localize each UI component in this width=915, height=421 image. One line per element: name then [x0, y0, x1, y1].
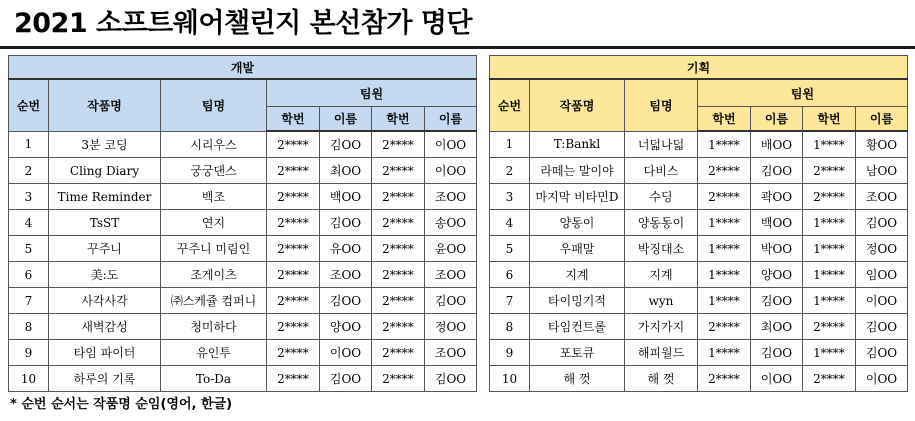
member2-name: 황OO	[856, 131, 908, 158]
work-name: 하루의 기록	[49, 366, 161, 392]
row-number: 5	[490, 236, 530, 262]
member1-id: 2****	[267, 131, 320, 158]
member2-name: 김OO	[856, 340, 908, 366]
row-number: 10	[490, 366, 530, 392]
row-number: 1	[490, 131, 530, 158]
member1-id: 2****	[698, 314, 751, 340]
table-row	[490, 366, 908, 392]
member2-id: 2****	[803, 184, 856, 210]
member1-name: 김OO	[751, 340, 803, 366]
work-name: 우패말	[530, 236, 625, 262]
member1-id: 2****	[267, 184, 320, 210]
row-number: 7	[490, 288, 530, 314]
member2-name: 남OO	[856, 158, 908, 184]
work-name: 타임컨트롤	[530, 314, 625, 340]
work-name: 새벽감성	[49, 314, 161, 340]
work-name: T:Bankl	[530, 131, 625, 158]
member1-name: 김OO	[320, 366, 372, 392]
table-row	[490, 158, 908, 184]
member2-id: 2****	[803, 314, 856, 340]
team-name: 백조	[161, 184, 267, 210]
member2-name: 이OO	[425, 158, 477, 184]
member2-id: 1****	[803, 236, 856, 262]
work-name: 양동이	[530, 210, 625, 236]
table-row	[9, 210, 477, 236]
member2-id: 2****	[372, 131, 425, 158]
member2-id: 2****	[372, 210, 425, 236]
member1-name: 양OO	[320, 314, 372, 340]
member1-id: 2****	[267, 210, 320, 236]
work-name: 지계	[530, 262, 625, 288]
col-header-id1: 학번	[267, 107, 320, 132]
col-header-team: 팀명	[161, 79, 267, 131]
table-row	[490, 131, 908, 158]
work-name: 포토큐	[530, 340, 625, 366]
member2-name: 이OO	[425, 131, 477, 158]
team-name: 유인투	[161, 340, 267, 366]
member2-name: 정OO	[425, 314, 477, 340]
col-header-members: 팀원	[267, 79, 477, 107]
member2-name: 김OO	[856, 210, 908, 236]
member1-id: 2****	[698, 184, 751, 210]
member2-id: 1****	[803, 262, 856, 288]
row-number: 5	[9, 236, 49, 262]
member2-id: 2****	[803, 158, 856, 184]
work-name: Cling Diary	[49, 158, 161, 184]
col-header-name2: 이름	[425, 107, 477, 132]
member2-id: 2****	[372, 340, 425, 366]
team-name: 시리우스	[161, 131, 267, 158]
row-number: 3	[490, 184, 530, 210]
table-row	[9, 314, 477, 340]
member1-name: 곽OO	[751, 184, 803, 210]
member2-id: 1****	[803, 210, 856, 236]
col-header-members: 팀원	[698, 79, 908, 107]
member1-name: 이OO	[751, 366, 803, 392]
member1-id: 2****	[267, 236, 320, 262]
team-name: 해피월드	[625, 340, 698, 366]
member2-id: 1****	[803, 131, 856, 158]
member1-id: 2****	[267, 158, 320, 184]
work-name: 3분 코딩	[49, 131, 161, 158]
team-name: 다비스	[625, 158, 698, 184]
team-name: wyn	[625, 288, 698, 314]
table-row	[490, 314, 908, 340]
table-row	[9, 158, 477, 184]
member1-id: 1****	[698, 288, 751, 314]
member2-name: 정OO	[856, 236, 908, 262]
member1-name: 양OO	[751, 262, 803, 288]
page-title: 2021 소프트웨어챌린지 본선참가 명단	[14, 8, 472, 39]
table-row	[9, 262, 477, 288]
col-header-no: 순번	[490, 79, 530, 131]
work-name: 라떼는 말이야	[530, 158, 625, 184]
member2-id: 2****	[372, 288, 425, 314]
member2-name: 김OO	[856, 314, 908, 340]
member1-name: 최OO	[320, 158, 372, 184]
col-header-no: 순번	[9, 79, 49, 131]
work-name: 마지막 비타민D	[530, 184, 625, 210]
dev-roster-table	[8, 55, 477, 392]
member2-id: 2****	[372, 262, 425, 288]
col-header-id2: 학번	[803, 107, 856, 132]
plan-table-body	[490, 131, 908, 392]
member2-id: 2****	[372, 366, 425, 392]
table-row	[490, 210, 908, 236]
team-name: To-Da	[161, 366, 267, 392]
member1-name: 유OO	[320, 236, 372, 262]
team-name: ㈜스케쥴 컴퍼니	[161, 288, 267, 314]
row-number: 10	[9, 366, 49, 392]
member2-name: 이OO	[856, 366, 908, 392]
member1-id: 2****	[698, 158, 751, 184]
member1-name: 김OO	[751, 158, 803, 184]
member2-id: 2****	[372, 158, 425, 184]
section-header-plan: 기획	[490, 56, 908, 80]
member2-name: 김OO	[425, 288, 477, 314]
row-number: 6	[9, 262, 49, 288]
member2-id: 1****	[803, 340, 856, 366]
member2-name: 이OO	[856, 288, 908, 314]
title-underline	[0, 46, 915, 49]
member1-id: 1****	[698, 131, 751, 158]
row-number: 8	[9, 314, 49, 340]
table-row	[490, 262, 908, 288]
col-header-name1: 이름	[320, 107, 372, 132]
row-number: 3	[9, 184, 49, 210]
member1-id: 1****	[698, 262, 751, 288]
member1-id: 1****	[698, 236, 751, 262]
work-name: 꾸주니	[49, 236, 161, 262]
team-name: 너덟나덟	[625, 131, 698, 158]
member2-id: 1****	[803, 288, 856, 314]
table-row	[490, 236, 908, 262]
row-number: 2	[9, 158, 49, 184]
member2-id: 2****	[372, 236, 425, 262]
member1-id: 1****	[698, 210, 751, 236]
team-name: 박징대소	[625, 236, 698, 262]
footnote: * 순번 순서는 작품명 순임(영어, 한글)	[10, 397, 233, 412]
row-number: 6	[490, 262, 530, 288]
table-row	[9, 236, 477, 262]
member1-name: 백OO	[751, 210, 803, 236]
dev-table-body	[9, 131, 477, 392]
table-row	[490, 340, 908, 366]
member2-name: 김OO	[425, 366, 477, 392]
member2-name: 송OO	[425, 210, 477, 236]
member2-id: 2****	[372, 314, 425, 340]
member2-id: 2****	[803, 366, 856, 392]
member1-id: 2****	[267, 366, 320, 392]
member2-name: 조OO	[856, 184, 908, 210]
member2-name: 조OO	[425, 262, 477, 288]
col-header-work: 작품명	[49, 79, 161, 131]
member1-name: 김OO	[751, 288, 803, 314]
plan-roster-table	[489, 55, 908, 392]
row-number: 9	[490, 340, 530, 366]
section-header-dev: 개발	[9, 56, 477, 80]
col-header-name2: 이름	[856, 107, 908, 132]
member2-name: 임OO	[856, 262, 908, 288]
member1-id: 2****	[698, 366, 751, 392]
member1-id: 2****	[267, 340, 320, 366]
row-number: 4	[490, 210, 530, 236]
member2-name: 조OO	[425, 340, 477, 366]
member1-name: 김OO	[320, 131, 372, 158]
work-name: 타임 파이터	[49, 340, 161, 366]
team-name: 지계	[625, 262, 698, 288]
table-row	[490, 288, 908, 314]
col-header-team: 팀명	[625, 79, 698, 131]
row-number: 1	[9, 131, 49, 158]
work-name: 美:도	[49, 262, 161, 288]
work-name: 사각사각	[49, 288, 161, 314]
member2-name: 윤OO	[425, 236, 477, 262]
member1-name: 김OO	[320, 210, 372, 236]
work-name: TsST	[49, 210, 161, 236]
member1-name: 배OO	[751, 131, 803, 158]
table-row	[9, 288, 477, 314]
team-name: 조게이츠	[161, 262, 267, 288]
member1-name: 김OO	[320, 288, 372, 314]
work-name: 타이밍기적	[530, 288, 625, 314]
member1-id: 2****	[267, 288, 320, 314]
member1-name: 최OO	[751, 314, 803, 340]
team-name: 수딩	[625, 184, 698, 210]
table-row	[490, 184, 908, 210]
member1-id: 2****	[267, 314, 320, 340]
row-number: 8	[490, 314, 530, 340]
member1-id: 1****	[698, 340, 751, 366]
member2-name: 조OO	[425, 184, 477, 210]
team-name: 꾸주니 미림인	[161, 236, 267, 262]
team-name: 궁궁댄스	[161, 158, 267, 184]
member1-name: 박OO	[751, 236, 803, 262]
row-number: 2	[490, 158, 530, 184]
team-name: 청미하다	[161, 314, 267, 340]
row-number: 7	[9, 288, 49, 314]
row-number: 4	[9, 210, 49, 236]
col-header-work: 작품명	[530, 79, 625, 131]
row-number: 9	[9, 340, 49, 366]
team-name: 연지	[161, 210, 267, 236]
member1-id: 2****	[267, 262, 320, 288]
col-header-name1: 이름	[751, 107, 803, 132]
col-header-id2: 학번	[372, 107, 425, 132]
member1-name: 이OO	[320, 340, 372, 366]
member1-name: 조OO	[320, 262, 372, 288]
table-row	[9, 366, 477, 392]
work-name: 해 껏	[530, 366, 625, 392]
member1-name: 백OO	[320, 184, 372, 210]
team-name: 가지가지	[625, 314, 698, 340]
member2-id: 2****	[372, 184, 425, 210]
col-header-id1: 학번	[698, 107, 751, 132]
table-row	[9, 340, 477, 366]
work-name: Time Reminder	[49, 184, 161, 210]
table-row	[9, 184, 477, 210]
table-row	[9, 131, 477, 158]
team-name: 해 껏	[625, 366, 698, 392]
team-name: 양동동이	[625, 210, 698, 236]
